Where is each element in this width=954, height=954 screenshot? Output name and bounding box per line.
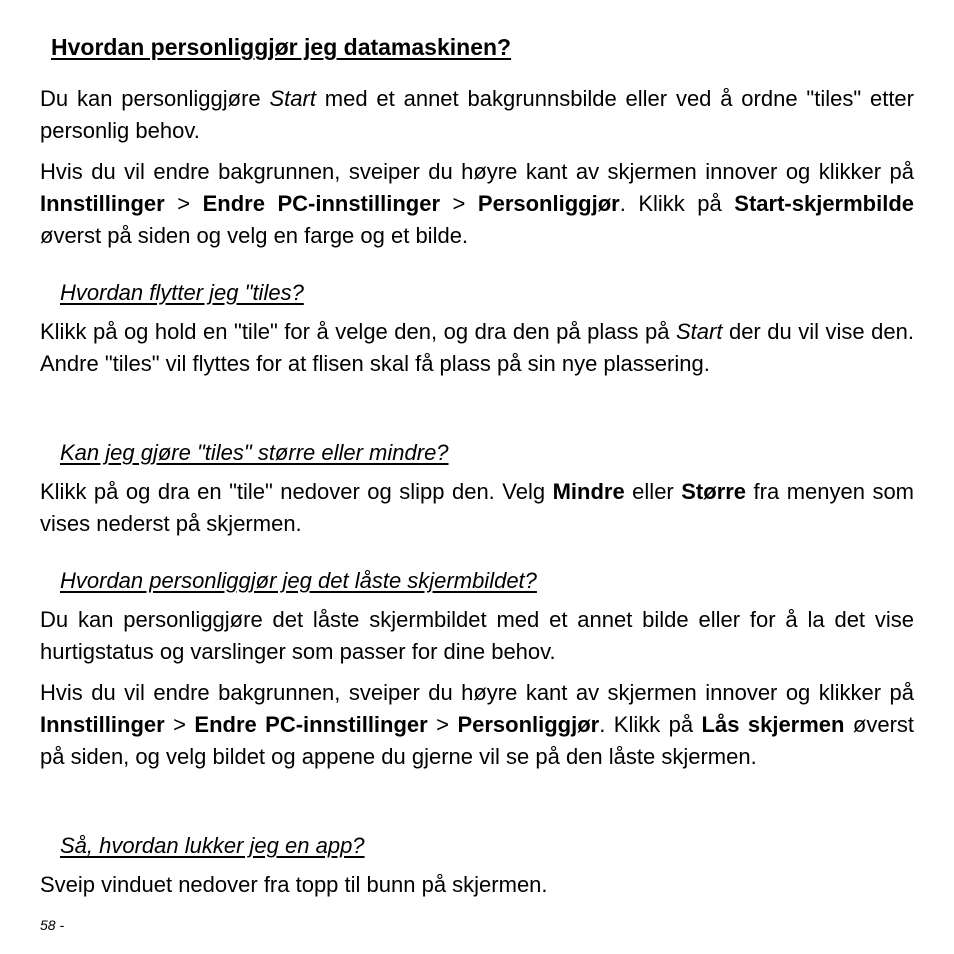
- paragraph-resize-tiles: [40, 476, 914, 540]
- page-title: Hvordan personliggjør jeg datamaskinen?: [51, 34, 512, 60]
- text-run: der du vil vise den. Andre "tiles" vil flyttes for at flisen skal få plass på sin nye plassering.: [40, 319, 914, 376]
- section-heading-lock-screen: Hvordan personliggjør jeg det låste skjermbildet?: [60, 568, 537, 593]
- text-run: eller: [624, 479, 682, 504]
- text-run: . Klikk på: [619, 191, 735, 216]
- section-heading-close-app: Så, hvordan lukker jeg en app?: [60, 833, 365, 858]
- text-run: >: [164, 191, 203, 216]
- text-run: Klikk på og dra en "tile" nedover og slipp den. Velg: [40, 479, 553, 504]
- text-run: Klikk på og hold en "tile" for å velge den, og dra den på plass på: [40, 319, 676, 344]
- emphasis-text: Start: [675, 319, 723, 344]
- emphasis-text: Start: [269, 86, 316, 111]
- bold-text: Personliggjør: [457, 712, 600, 737]
- bold-text: Personliggjør: [477, 191, 620, 216]
- text-run: >: [427, 712, 458, 737]
- text-run: Du kan personliggjøre: [40, 86, 270, 111]
- paragraph-lock-screen-intro: Du kan personliggjøre det låste skjermbildet med et annet bilde eller for å la det vise hurtigstatus og varslinger som passer for dine behov.: [40, 607, 914, 664]
- text-run: øverst på siden, og velg bildet og appene du gjerne vil se på den låste skjermen.: [40, 712, 915, 769]
- bold-text: Start-skjermbilde: [734, 191, 915, 216]
- bold-text: Innstillinger: [40, 191, 165, 216]
- paragraph-move-tiles: [40, 316, 914, 380]
- section-heading-resize-tiles: Kan jeg gjøre "tiles" større eller mindre?: [60, 440, 449, 465]
- bold-text: Større: [681, 479, 747, 504]
- bold-text: Mindre: [552, 479, 625, 504]
- paragraph-intro: [40, 83, 914, 147]
- bold-text: Lås skjermen: [701, 712, 845, 737]
- paragraph-lock-screen-steps: [40, 677, 914, 773]
- text-run: Hvis du vil endre bakgrunnen, sveiper du høyre kant av skjermen innover og klikker på: [40, 159, 914, 184]
- text-run: . Klikk på: [599, 712, 702, 737]
- text-run: med et annet bakgrunnsbilde eller ved å ordne "tiles" etter personlig behov.: [40, 86, 914, 143]
- paragraph-close-app: Sveip vinduet nedover fra topp til bunn på skjermen.: [40, 872, 548, 897]
- text-run: øverst på siden og velg en farge og et bilde.: [40, 223, 469, 248]
- text-run: >: [440, 191, 478, 216]
- paragraph-background: [40, 156, 914, 252]
- bold-text: Endre PC-innstillinger: [202, 191, 441, 216]
- text-run: >: [164, 712, 195, 737]
- page-number: 58 -: [40, 917, 65, 933]
- bold-text: Innstillinger: [40, 712, 165, 737]
- bold-text: Endre PC-innstillinger: [194, 712, 428, 737]
- text-run: Hvis du vil endre bakgrunnen, sveiper du høyre kant av skjermen innover og klikker på: [40, 680, 914, 705]
- section-heading-move-tiles: Hvordan flytter jeg "tiles?: [60, 280, 304, 305]
- text-run: fra menyen som vises nederst på skjermen.: [40, 479, 914, 536]
